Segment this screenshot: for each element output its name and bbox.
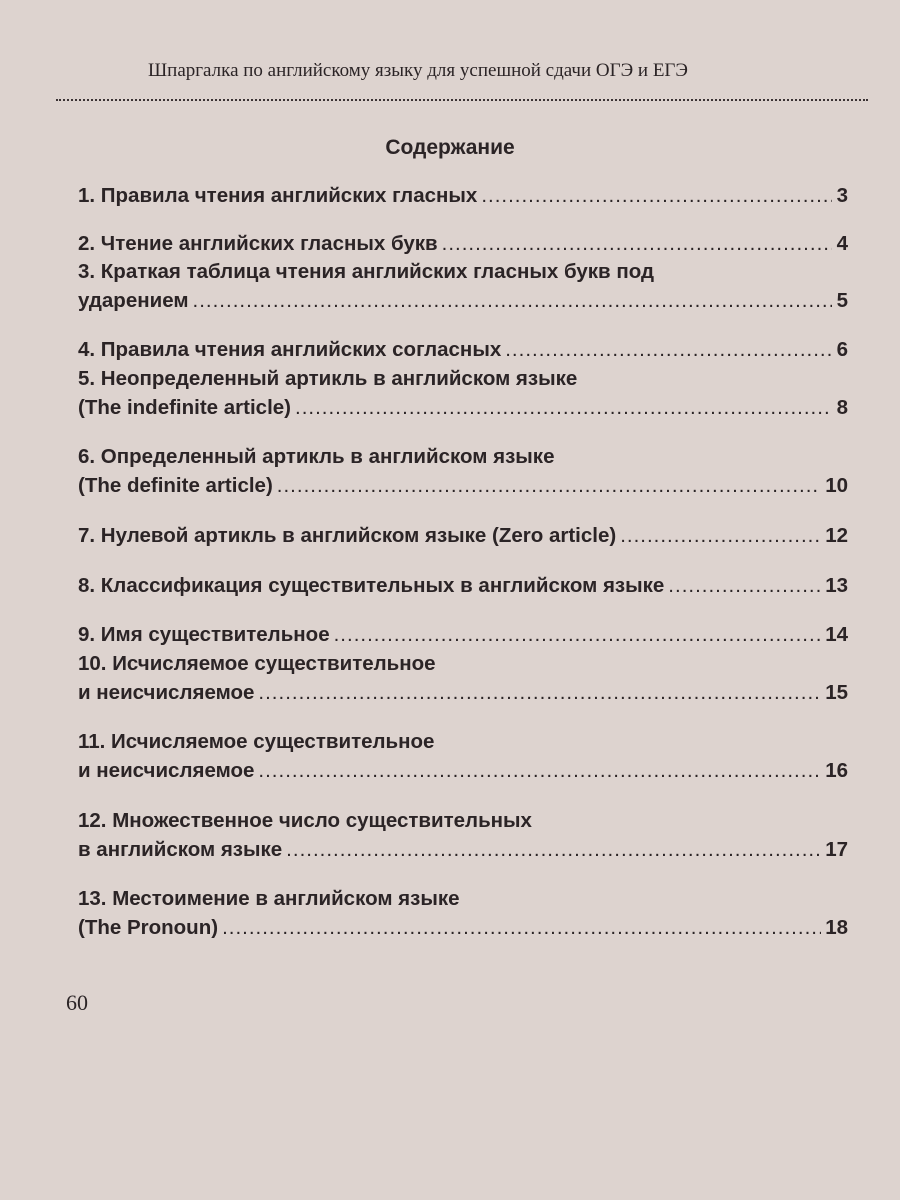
toc-entry-title: 8. Классификация существительных в английском языке bbox=[78, 574, 665, 597]
toc-entry[interactable] bbox=[78, 335, 848, 364]
page-number: 60 bbox=[66, 990, 88, 1015]
toc-entry-title: ударением bbox=[78, 289, 189, 312]
toc-entry-page: 14 bbox=[825, 623, 848, 646]
toc-entry-page: 17 bbox=[825, 838, 848, 861]
toc-entry[interactable] bbox=[78, 620, 848, 649]
toc-entry-title: (The Pronoun) bbox=[78, 916, 219, 939]
header-divider bbox=[56, 99, 868, 101]
dot-leader bbox=[222, 913, 821, 942]
toc-entry-title: 3. Краткая таблица чтения английских гласных букв под bbox=[78, 260, 654, 283]
toc-entry-title: 13. Местоимение в английском языке bbox=[78, 887, 460, 910]
toc-entry-title: и неисчисляемое bbox=[78, 759, 255, 782]
toc-entry-title: (The indefinite article) bbox=[78, 396, 291, 419]
toc-entry-title: 6. Определенный артикль в английском языке bbox=[78, 445, 555, 468]
toc-entry-page: 6 bbox=[836, 338, 848, 361]
toc-entry[interactable] bbox=[78, 181, 848, 210]
toc-entry-title: 10. Исчисляемое существительное bbox=[78, 652, 436, 675]
toc-entry-title: 12. Множественное число существительных bbox=[78, 809, 532, 832]
dot-leader bbox=[334, 620, 822, 649]
page-title: Содержание bbox=[385, 136, 515, 159]
toc-entry[interactable] bbox=[78, 727, 848, 785]
toc-entry[interactable] bbox=[78, 884, 848, 942]
toc-entry[interactable] bbox=[78, 364, 848, 422]
toc-entry-title: 1. Правила чтения английских гласных bbox=[78, 184, 478, 207]
toc-entry-page: 5 bbox=[836, 289, 848, 312]
dot-leader bbox=[258, 756, 821, 785]
dot-leader bbox=[193, 286, 832, 315]
dot-leader bbox=[295, 393, 832, 422]
toc-entry-page: 15 bbox=[825, 681, 848, 704]
dot-leader bbox=[505, 335, 832, 364]
toc-entry[interactable] bbox=[78, 571, 848, 600]
toc-entry-title: 11. Исчисляемое существительное bbox=[78, 730, 435, 753]
dot-leader bbox=[277, 471, 821, 500]
toc-entry-title: в английском языке bbox=[78, 838, 283, 861]
toc-entry-page: 18 bbox=[825, 916, 848, 939]
toc-entry[interactable] bbox=[78, 229, 848, 258]
dot-leader bbox=[258, 678, 821, 707]
toc-entry[interactable] bbox=[78, 442, 848, 500]
toc-entry[interactable] bbox=[78, 806, 848, 864]
dot-leader bbox=[620, 521, 821, 550]
toc-entry-title: 9. Имя существительное bbox=[78, 623, 330, 646]
toc-entry[interactable] bbox=[78, 649, 848, 707]
toc-entry-page: 16 bbox=[825, 759, 848, 782]
toc-entry-title: 7. Нулевой артикль в английском языке (Zero article) bbox=[78, 524, 617, 547]
toc-entry[interactable] bbox=[78, 257, 848, 315]
dot-leader bbox=[286, 835, 821, 864]
toc-entry-page: 4 bbox=[836, 232, 848, 255]
toc-entry-page: 10 bbox=[825, 474, 848, 497]
toc-entry-title: 4. Правила чтения английских согласных bbox=[78, 338, 502, 361]
toc-entry-title: 5. Неопределенный артикль в английском языке bbox=[78, 367, 578, 390]
dot-leader bbox=[442, 229, 832, 258]
dot-leader bbox=[668, 571, 821, 600]
toc-entry[interactable] bbox=[78, 521, 848, 550]
toc-entry-page: 12 bbox=[825, 524, 848, 547]
toc-entry-page: 3 bbox=[836, 184, 848, 207]
toc-entry-title: (The definite article) bbox=[78, 474, 273, 497]
toc-entry-page: 8 bbox=[836, 396, 848, 419]
toc-entry-title: и неисчисляемое bbox=[78, 681, 255, 704]
toc-entry-title: 2. Чтение английских гласных букв bbox=[78, 232, 438, 255]
dot-leader bbox=[481, 181, 832, 210]
toc-entry-page: 13 bbox=[825, 574, 848, 597]
running-header: Шпаргалка по английскому языку для успешной сдачи ОГЭ и ЕГЭ bbox=[148, 60, 688, 81]
